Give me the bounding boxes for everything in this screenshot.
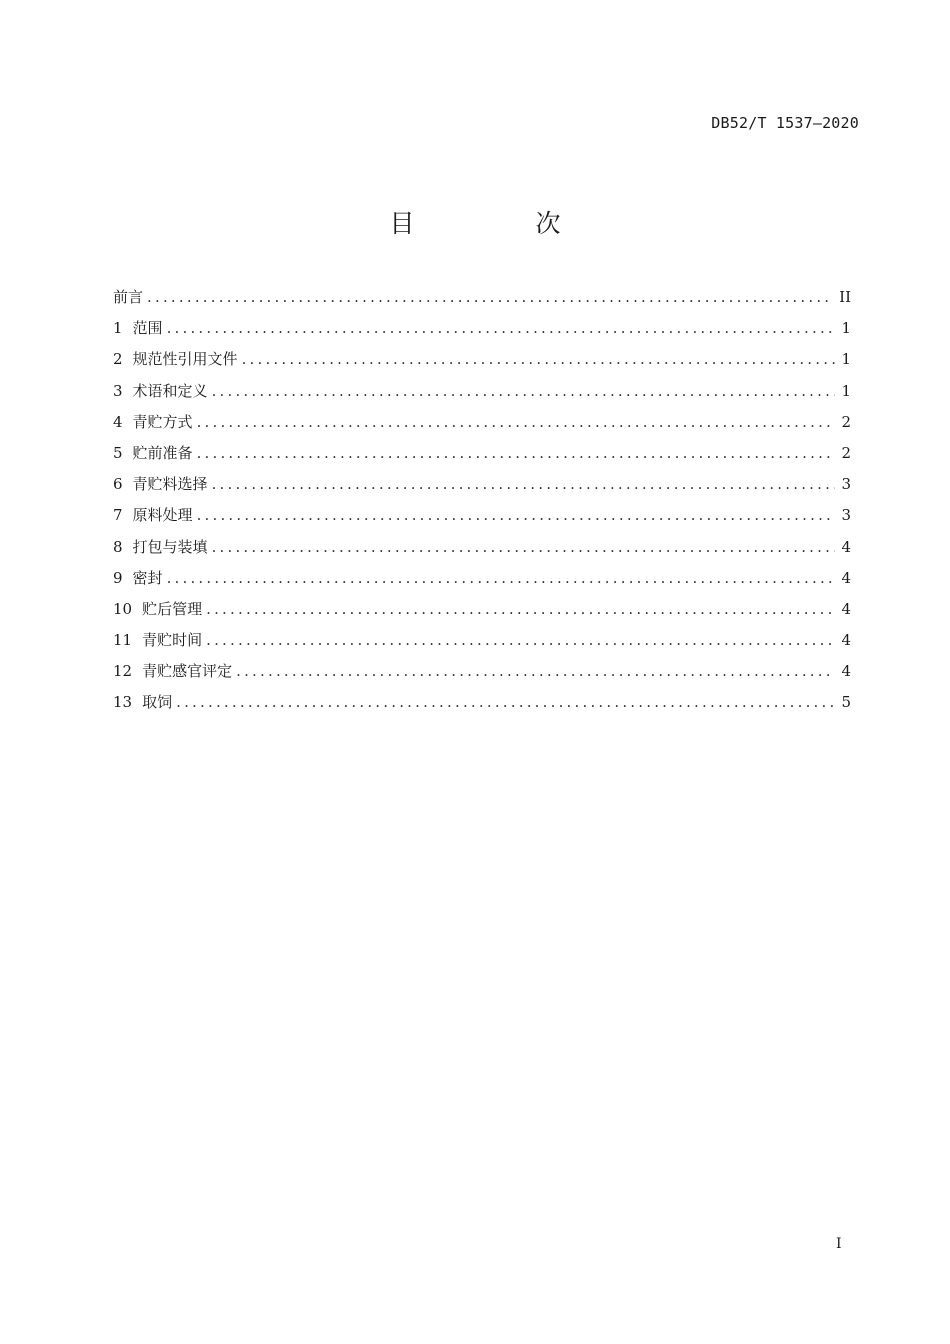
toc-dot-leader xyxy=(242,344,835,375)
toc-dot-leader xyxy=(197,407,835,438)
toc-entry-label: 青贮时间 xyxy=(142,631,203,650)
toc-entry-label: 原料处理 xyxy=(132,506,193,525)
toc-entry-label: 前言 xyxy=(113,288,144,306)
toc-dot-leader xyxy=(206,625,835,656)
table-of-contents xyxy=(113,282,851,719)
toc-entry[interactable] xyxy=(113,407,851,438)
toc-entry-page: 4 xyxy=(841,662,851,681)
toc-entry[interactable] xyxy=(113,438,851,469)
toc-entry-number: 8 xyxy=(113,537,123,556)
toc-entry[interactable] xyxy=(113,282,851,313)
toc-entry-number: 2 xyxy=(113,350,123,369)
toc-entry[interactable] xyxy=(113,594,851,625)
toc-entry[interactable] xyxy=(113,469,851,500)
toc-dot-leader xyxy=(206,594,835,625)
toc-dot-leader xyxy=(212,469,835,500)
toc-entry-number: 5 xyxy=(113,443,123,462)
toc-entry-page: 1 xyxy=(841,319,851,338)
toc-entry-label: 青贮方式 xyxy=(132,412,193,431)
toc-entry[interactable] xyxy=(113,532,851,563)
toc-entry-number: 12 xyxy=(113,662,133,681)
toc-dot-leader xyxy=(212,532,835,563)
toc-entry-page: 1 xyxy=(841,381,851,400)
document-code: DB52/T 1537—2020 xyxy=(711,114,859,132)
toc-entry-page: 2 xyxy=(841,443,851,462)
toc-entry-number: 4 xyxy=(113,412,123,431)
toc-title: 目 次 xyxy=(389,209,609,238)
toc-entry-number: 10 xyxy=(113,599,133,618)
page-number: I xyxy=(836,1236,842,1252)
toc-dot-leader xyxy=(167,563,835,594)
toc-entry-page: 1 xyxy=(841,350,851,369)
toc-entry-label: 贮前准备 xyxy=(132,443,193,462)
toc-entry-page: 3 xyxy=(841,475,851,494)
toc-entry[interactable] xyxy=(113,563,851,594)
toc-dot-leader xyxy=(147,282,833,313)
toc-entry[interactable] xyxy=(113,625,851,656)
toc-entry-page: 2 xyxy=(841,412,851,431)
toc-entry-number: 6 xyxy=(113,475,123,494)
toc-entry-label: 打包与装填 xyxy=(132,537,208,556)
toc-entry[interactable] xyxy=(113,313,851,344)
toc-entry-number: 7 xyxy=(113,506,123,525)
toc-entry-page: 4 xyxy=(841,599,851,618)
toc-dot-leader xyxy=(236,656,835,687)
toc-entry-label: 青贮料选择 xyxy=(132,475,208,494)
toc-dot-leader xyxy=(197,500,835,531)
toc-entry-label: 术语和定义 xyxy=(132,381,208,400)
toc-entry[interactable] xyxy=(113,344,851,375)
toc-entry-page: 5 xyxy=(841,693,851,712)
toc-dot-leader xyxy=(167,313,835,344)
toc-entry-label: 贮后管理 xyxy=(142,599,203,618)
toc-entry-page: 4 xyxy=(841,568,851,587)
toc-entry[interactable] xyxy=(113,656,851,687)
toc-entry-page: 4 xyxy=(841,537,851,556)
toc-entry-number: 13 xyxy=(113,693,133,712)
toc-entry-page: 4 xyxy=(841,631,851,650)
toc-entry-label: 范围 xyxy=(132,319,163,338)
toc-entry-number: 3 xyxy=(113,381,123,400)
toc-dot-leader xyxy=(212,376,835,407)
toc-entry-label: 密封 xyxy=(132,568,163,587)
toc-dot-leader xyxy=(197,438,835,469)
toc-entry[interactable] xyxy=(113,376,851,407)
toc-entry-page: 3 xyxy=(841,506,851,525)
toc-entry-label: 规范性引用文件 xyxy=(132,350,238,369)
toc-dot-leader xyxy=(176,687,835,718)
toc-entry-number: 1 xyxy=(113,319,123,338)
toc-entry-number: 11 xyxy=(113,631,133,650)
toc-entry-number: 9 xyxy=(113,568,123,587)
toc-entry-label: 取饲 xyxy=(142,693,173,712)
toc-entry-page: II xyxy=(839,288,851,306)
toc-entry-label: 青贮感官评定 xyxy=(142,662,233,681)
toc-entry[interactable] xyxy=(113,687,851,718)
toc-entry[interactable] xyxy=(113,500,851,531)
